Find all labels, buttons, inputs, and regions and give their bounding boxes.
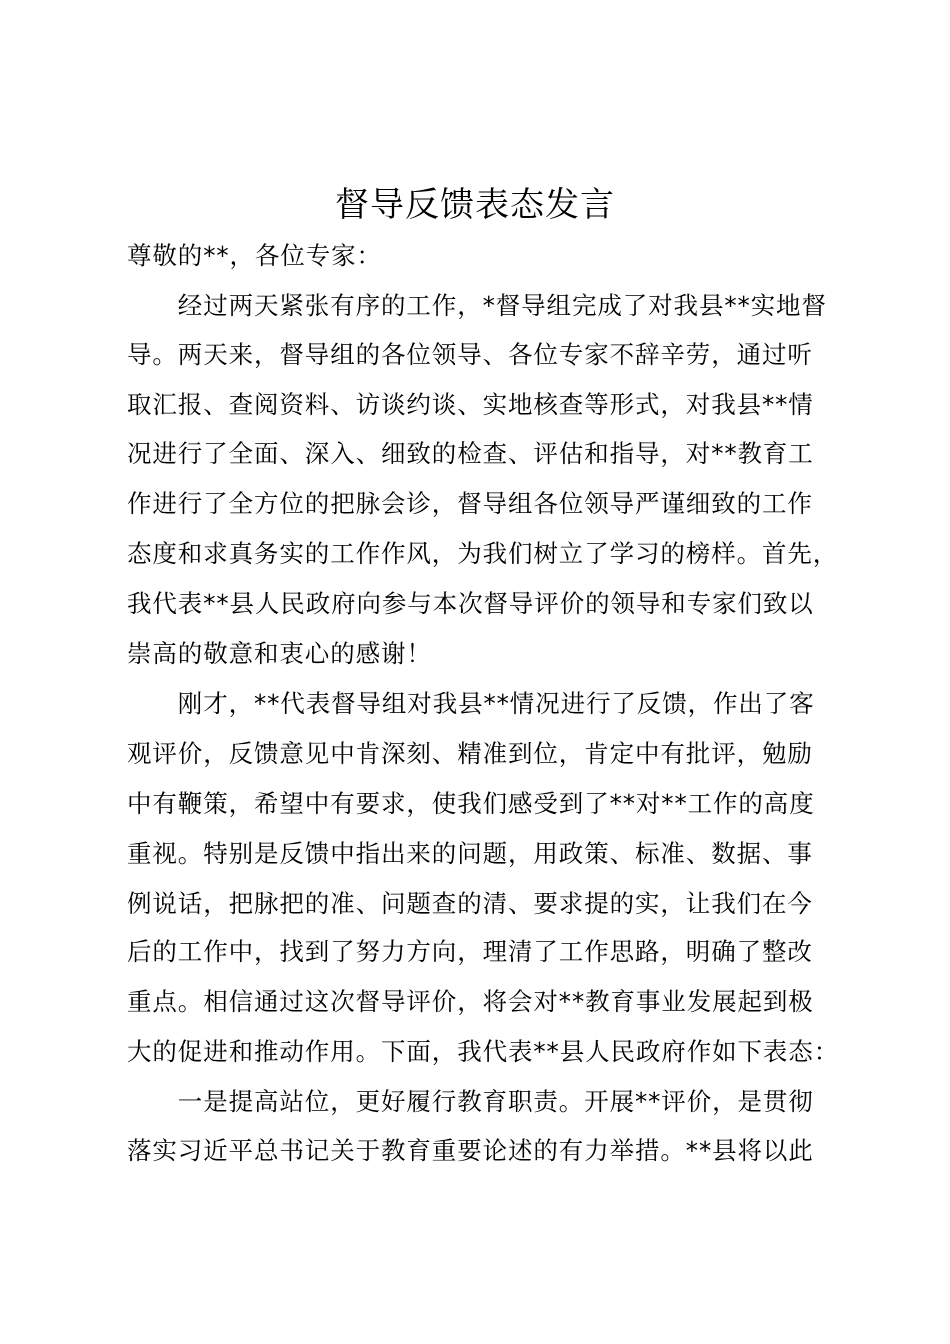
paragraph-2-line: 例说话，把脉把的准、问题查的清、要求提的实，让我们在今 (127, 889, 813, 918)
paragraph-2-line: 大的促进和推动作用。下面，我代表**县人民政府作如下表态： (127, 1037, 840, 1066)
paragraph-2-line: 中有鞭策，希望中有要求，使我们感受到了**对**工作的高度 (127, 789, 815, 818)
document-title: 督导反馈表态发言 (335, 185, 615, 225)
paragraph-1-line: 态度和求真务实的工作作风，为我们树立了学习的榜样。首先， (127, 539, 839, 568)
paragraph-2-line: 重点。相信通过这次督导评价，将会对**教育事业发展起到极 (127, 987, 814, 1016)
salutation: 尊敬的**，各位专家： (127, 241, 382, 270)
paragraph-1-line: 经过两天紧张有序的工作，*督导组完成了对我县**实地督 (127, 291, 827, 320)
paragraph-2-line: 刚才，**代表督导组对我县**情况进行了反馈，作出了客 (127, 689, 815, 718)
paragraph-3-line: 一是提高站位，更好履行教育职责。开展**评价，是贯彻 (127, 1087, 814, 1116)
paragraph-1-line: 导。两天来，督导组的各位领导、各位专家不辞辛劳，通过听 (127, 340, 813, 369)
paragraph-1-line: 取汇报、查阅资料、访谈约谈、实地核查等形式，对我县**情 (127, 390, 814, 419)
paragraph-1-line: 作进行了全方位的把脉会诊，督导组各位领导严谨细致的工作 (127, 489, 813, 518)
paragraph-2-line: 重视。特别是反馈中指出来的问题，用政策、标准、数据、事 (127, 839, 813, 868)
paragraph-2-line: 后的工作中，找到了努力方向，理清了工作思路，明确了整改 (127, 937, 813, 966)
paragraph-1-line: 我代表**县人民政府向参与本次督导评价的领导和专家们致以 (127, 589, 814, 618)
paragraph-2-line: 观评价，反馈意见中肯深刻、精准到位，肯定中有批评，勉励 (127, 739, 813, 768)
paragraph-1-line: 崇高的敬意和衷心的感谢！ (127, 639, 432, 668)
paragraph-1-line: 况进行了全面、深入、细致的检查、评估和指导，对**教育工 (127, 439, 814, 468)
paragraph-3-line: 落实习近平总书记关于教育重要论述的有力举措。**县将以此 (127, 1136, 814, 1165)
